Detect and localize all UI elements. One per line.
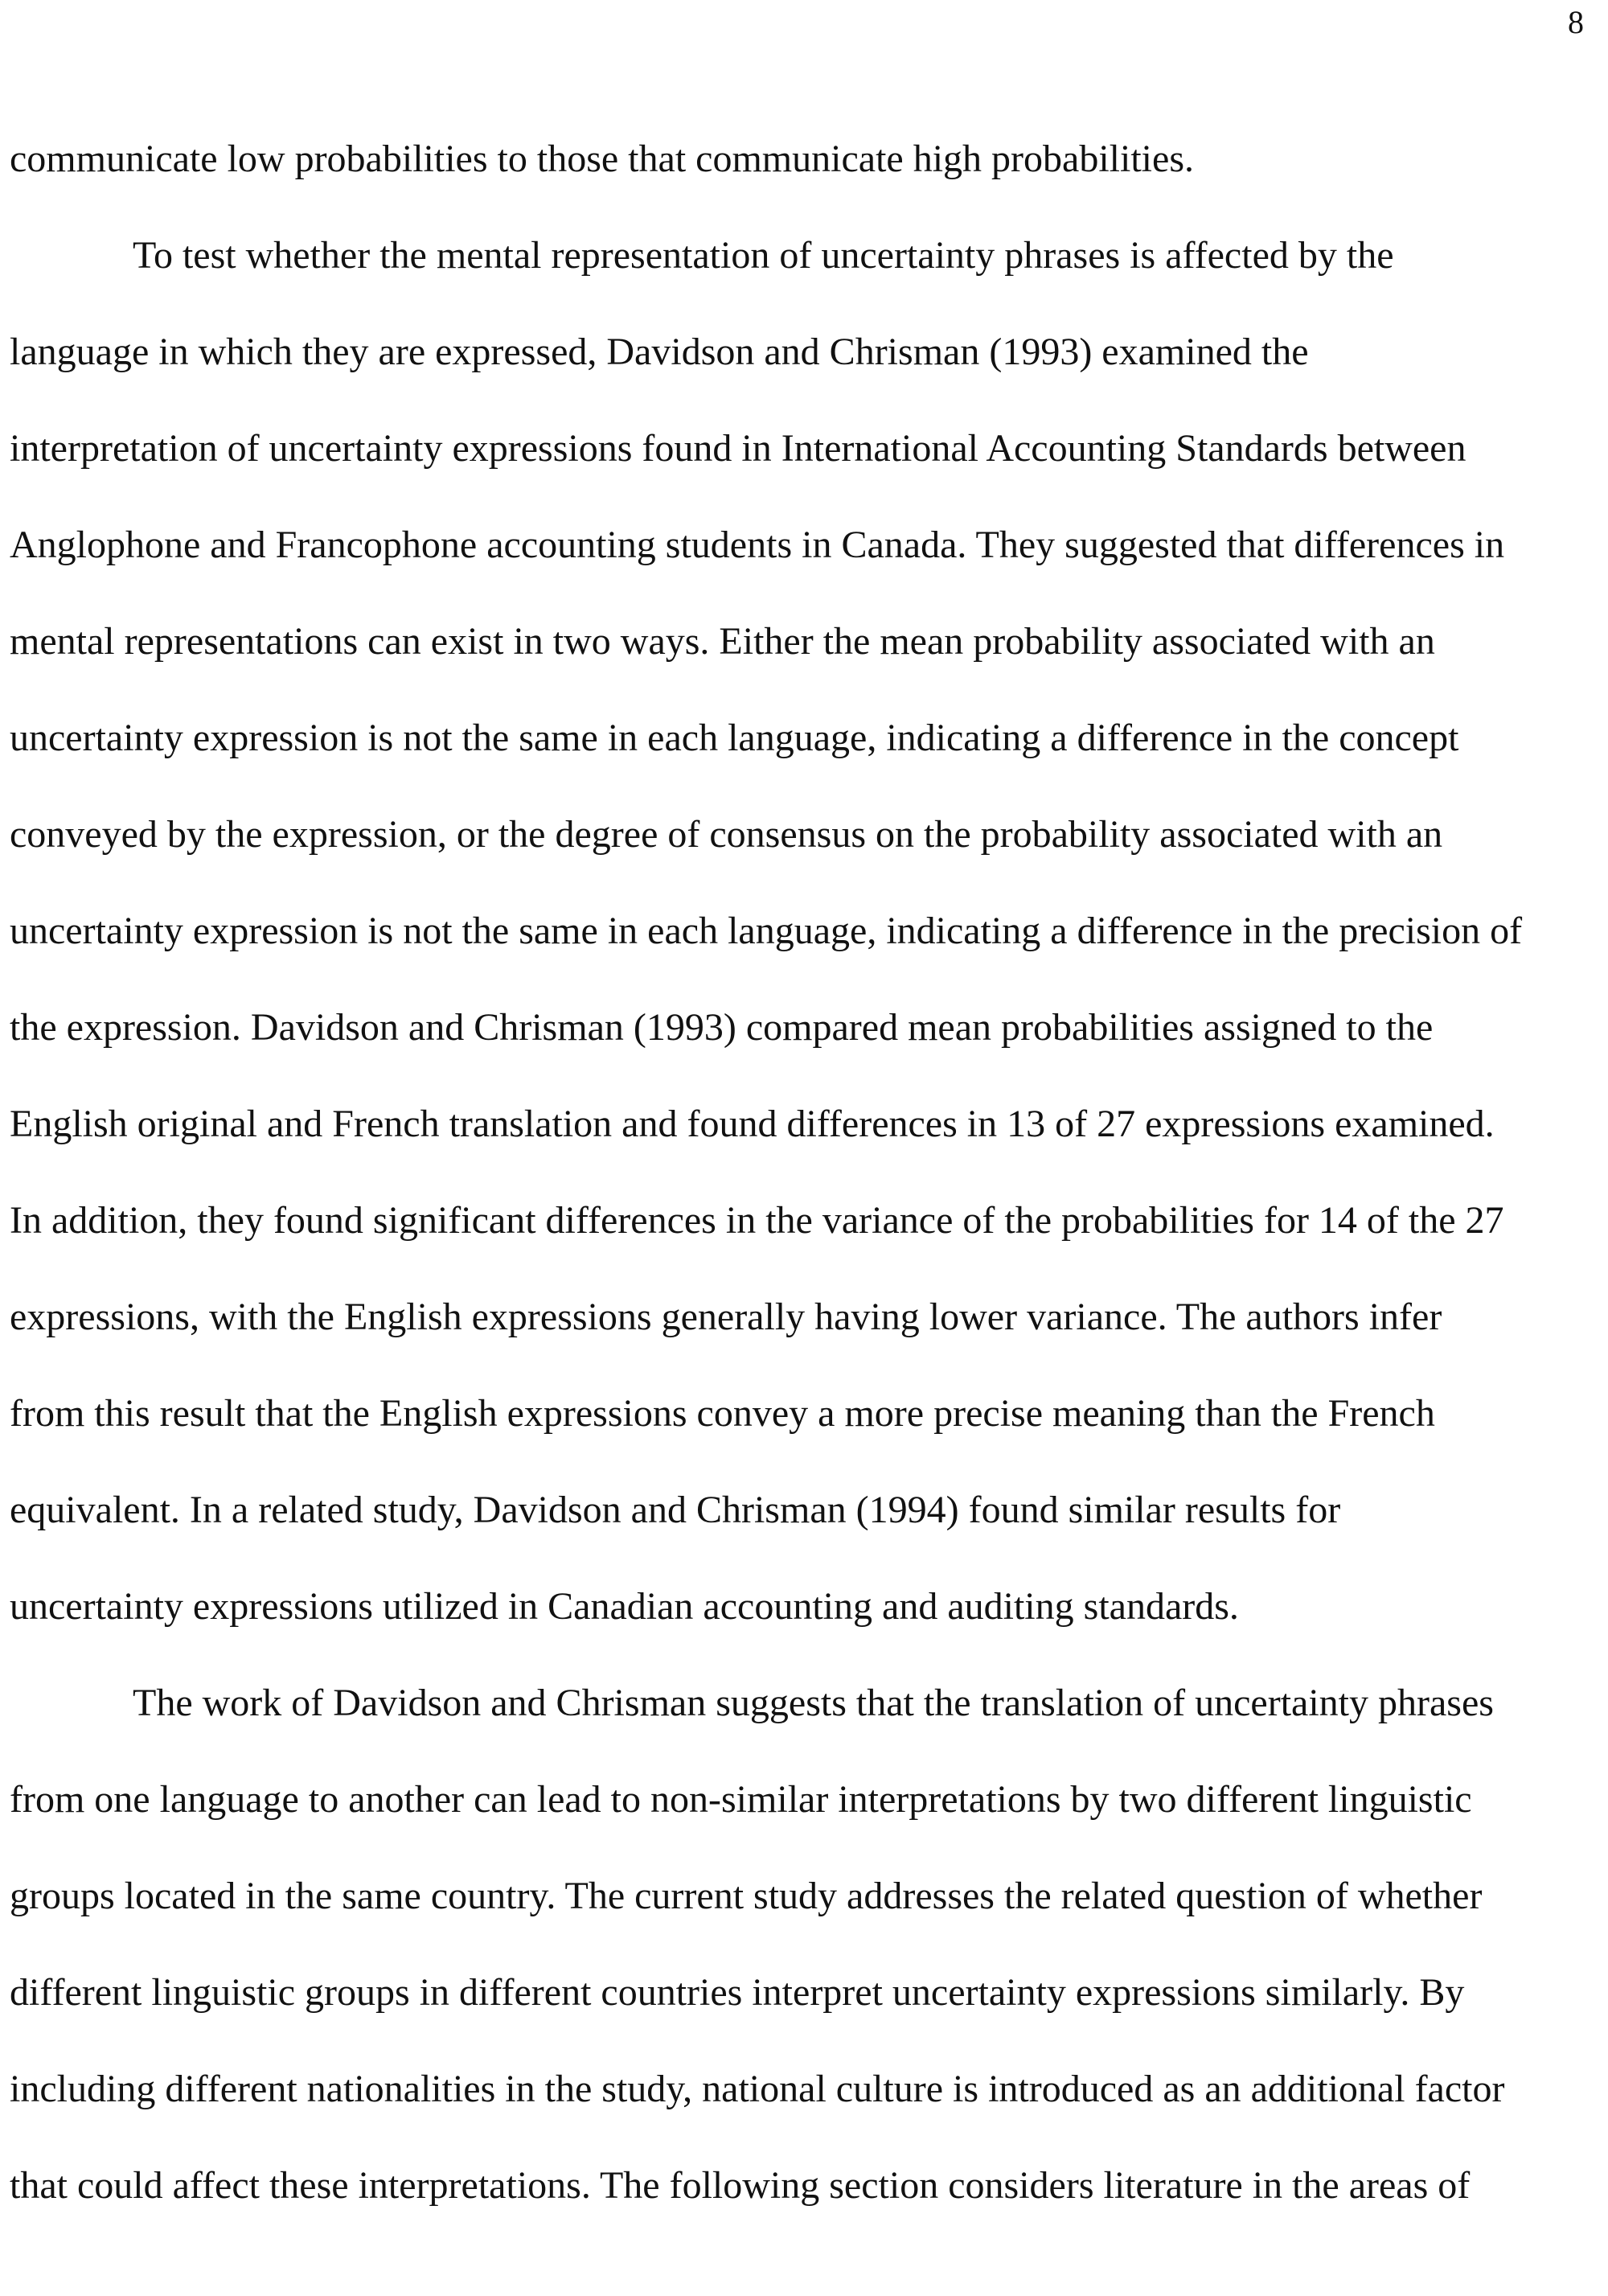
paragraph-first-line: To test whether the mental representation of uncertainty phrases is affected by the [133, 234, 1394, 277]
text-line: English original and French translation and found differences in 13 of 27 expressions examined. [10, 1103, 1495, 1145]
page-number: 8 [1568, 4, 1584, 40]
text-line: mental representations can exist in two ways. Either the mean probability associated with an [10, 620, 1435, 663]
text-line: the expression. Davidson and Chrisman (1993) compared mean probabilities assigned to the [10, 1006, 1434, 1049]
text-line: from this result that the English expressions convey a more precise meaning than the French [10, 1392, 1435, 1435]
text-line: that could affect these interpretations. The following section considers literature in the areas of [10, 2164, 1471, 2207]
text-line: from one language to another can lead to non-similar interpretations by two different linguistic [10, 1778, 1472, 1821]
text-line: different linguistic groups in different countries interpret uncertainty expressions similarly. By [10, 1971, 1465, 2014]
text-line: language in which they are expressed, Davidson and Chrisman (1993) examined the [10, 331, 1309, 373]
text-line: expressions, with the English expressions generally having lower variance. The authors infer [10, 1296, 1442, 1338]
text-line: conveyed by the expression, or the degree of consensus on the probability associated with an [10, 813, 1443, 856]
text-line: equivalent. In a related study, Davidson and Chrisman (1994) found similar results for [10, 1489, 1341, 1531]
text-line: In addition, they found significant differences in the variance of the probabilities for 14 of the 27 [10, 1199, 1504, 1242]
text-line: uncertainty expression is not the same in each language, indicating a difference in the concept [10, 717, 1459, 759]
text-line: including different nationalities in the study, national culture is introduced as an additional factor [10, 2068, 1505, 2110]
text-line: groups located in the same country. The current study addresses the related question of whether [10, 1875, 1483, 1917]
text-line: communicate low probabilities to those that communicate high probabilities. [10, 138, 1194, 180]
paragraph-first-line: The work of Davidson and Chrisman suggests that the translation of uncertainty phrases [133, 1682, 1494, 1724]
text-line: interpretation of uncertainty expressions found in International Accounting Standards between [10, 427, 1466, 470]
text-line: uncertainty expressions utilized in Canadian accounting and auditing standards. [10, 1585, 1239, 1628]
text-line: Anglophone and Francophone accounting students in Canada. They suggested that differences in [10, 524, 1505, 566]
text-line: uncertainty expression is not the same in each language, indicating a difference in the precision of [10, 910, 1523, 952]
